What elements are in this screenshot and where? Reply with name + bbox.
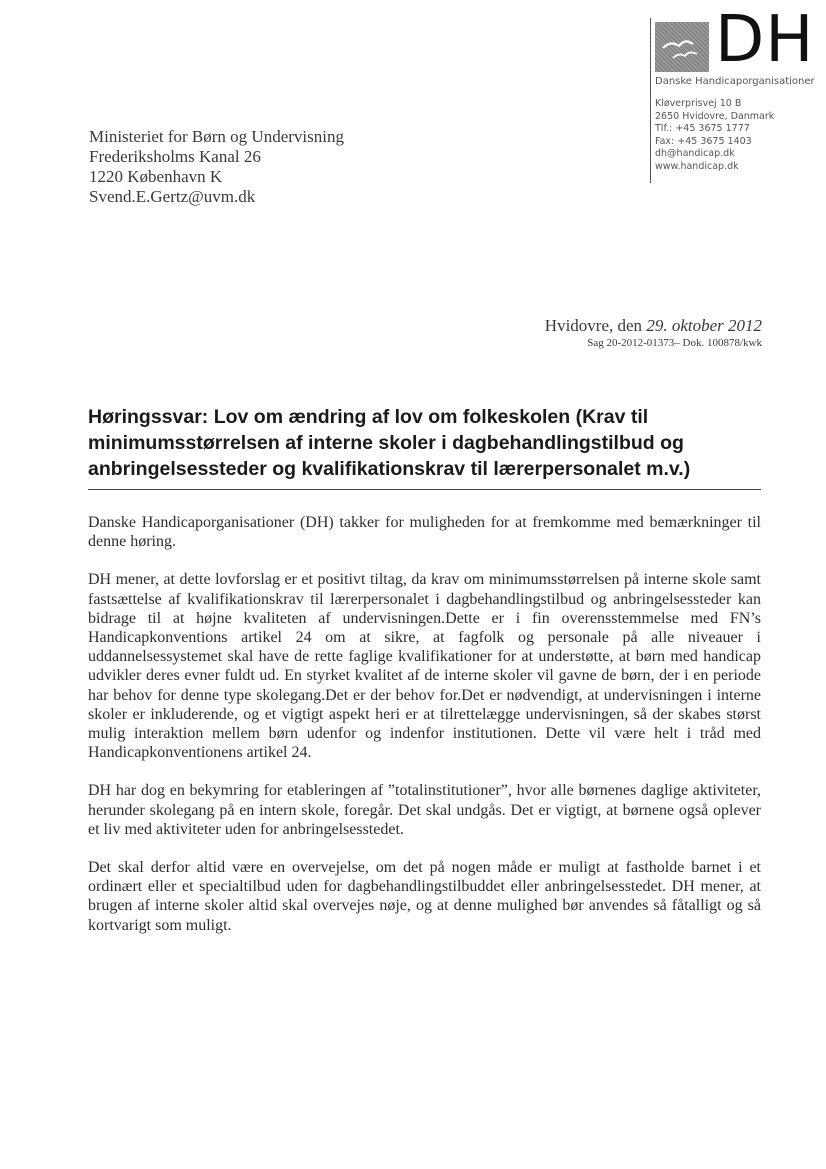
logo-letters: DH: [715, 3, 815, 77]
logo-divider: [650, 18, 651, 183]
recipient-line: 1220 København K: [89, 167, 223, 186]
letter-title: [88, 404, 768, 482]
date-line: [545, 316, 762, 336]
title-line: minimumsstørrelsen af interne skoler i dagbehandlingstilbud og: [88, 432, 684, 454]
body-paragraph: Det skal derfor altid være en overvejelse, om det på nogen måde er muligt at fastholde barnet i et ordinært eller et specialtilbud uden for dagbehandlingstilbuddet eller anbringelsesstedet. DH mener, at brugen af interne skoler altid skal overvejes nøje, og at denne mulighed bør anvendes så fåtalligt og så kortvarigt som muligt.: [88, 859, 761, 934]
letter-body: [88, 513, 761, 954]
date-prefix: Hvidovre, den: [544, 316, 647, 335]
recipient-address: [89, 127, 344, 207]
contact-address: Kløverprisvej 10 B: [655, 98, 742, 109]
contact-fax: Fax: +45 3675 1403: [655, 135, 752, 147]
date-value: 29. oktober 2012: [646, 316, 762, 335]
recipient-line: Ministeriet for Børn og Undervisning: [89, 127, 344, 146]
contact-web: www.handicap.dk: [655, 160, 739, 172]
title-underline: [88, 489, 761, 490]
sender-contact: [655, 98, 774, 173]
body-paragraph: DH har dog en bekymring for etableringen af ”totalinstitutioner”, hvor alle børnenes daglige aktiviteter, herunder skolegang på en intern skole, foregår. Det skal undgås. Det er vigtigt, at børnene også oplever et liv med aktiviteter uden for anbringelsesstedet.: [88, 782, 761, 838]
birds-logo-icon: [655, 22, 709, 72]
recipient-line: Frederiksholms Kanal 26: [89, 147, 261, 166]
case-reference: Sag 20-2012-01373– Dok. 100878/kwk: [587, 337, 762, 349]
title-line: anbringelsessteder og kvalifikationskrav til lærerpersonalet m.v.): [88, 458, 691, 480]
body-paragraph: Danske Handicaporganisationer (DH) takker for muligheden for at fremkomme med bemærkninger til denne høring.: [88, 514, 761, 551]
contact-email: dh@handicap.dk: [655, 148, 735, 159]
contact-city: 2650 Hvidovre, Danmark: [655, 110, 775, 122]
logo-org-name: Danske Handicaporganisationer: [655, 76, 815, 87]
date-block: [545, 316, 762, 350]
recipient-email: Svend.E.Gertz@uvm.dk: [89, 187, 256, 206]
dh-logo: [655, 3, 823, 92]
contact-phone: Tlf.: +45 3675 1777: [655, 123, 750, 134]
title-line: Høringssvar: Lov om ændring af lov om folkeskolen (Krav til: [88, 406, 649, 428]
body-paragraph: DH mener, at dette lovforslag er et positivt tiltag, da krav om minimumsstørrelsen på interne skole samt fastsættelse af kvalifikationskrav til lærerpersonalet i dagbehandlingstilbud og anbringelsessteder kan bidrage til at højne kvaliteten af undervisningen.Dette er i fin overensstemmelse med FN’s Handicapkonventions artikel 24 om at sikre, at fagfolk og personale på alle niveauer i uddannelsessystemet skal have de rette faglige kvalifikationer for at understøtte, at børn med handicap udvikler deres evner fuldt ud. En styrket kvalitet af de interne skoler vil gavne de børn, der i en periode har behov for denne type skolegang.Det er der behov for.Det er nødvendigt, at undervisningen i interne skoler er inkluderende, og et vigtigt aspekt heri er at tilrettelægge undervisningen, så der skabes størst mulig interaktion mellem børn udenfor og indenfor institutionen. Dette vil være helt i tråd med Handicapkonventionens artikel 24.: [88, 571, 761, 762]
